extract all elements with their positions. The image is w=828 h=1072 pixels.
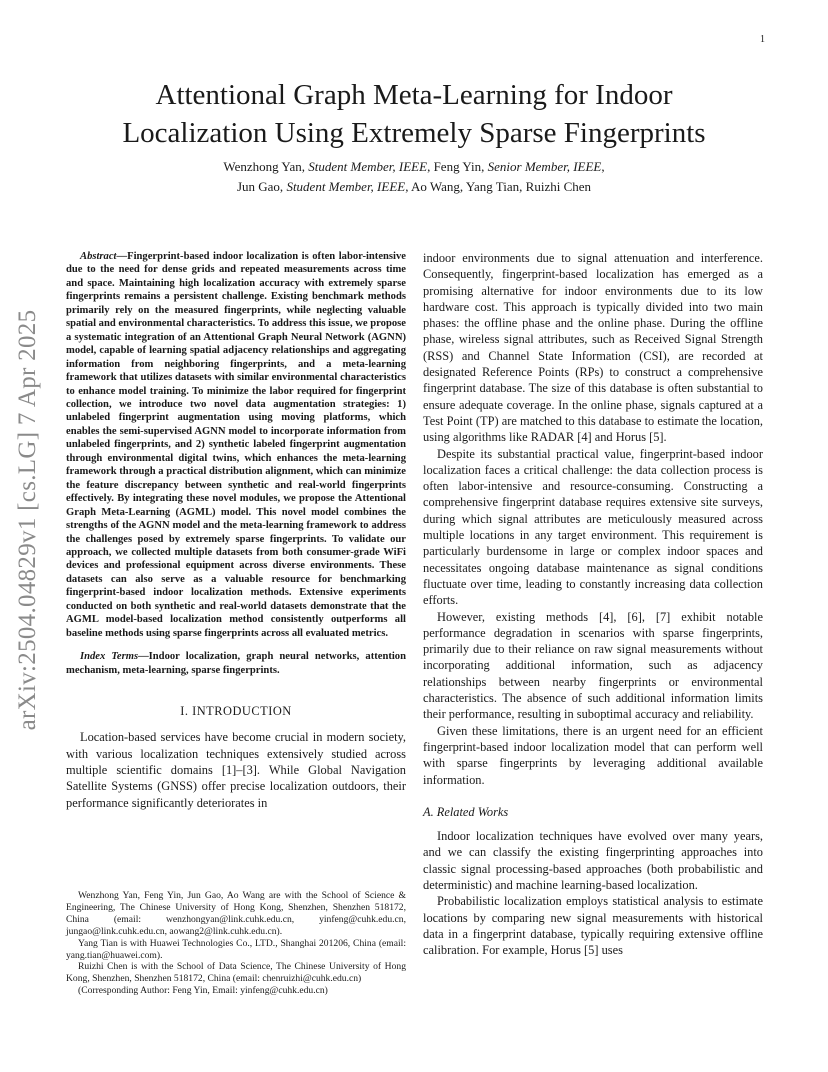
footnote-affiliation-3: Ruizhi Chen is with the School of Data Science, The Chinese University of Hong Kong, Shenzhen, Shenzhen 518172, China (email: chenruizhi@cuhk.edu.cn) xyxy=(66,961,406,985)
title-line-1: Attentional Graph Meta-Learning for Indoor xyxy=(155,79,673,111)
body-paragraph: Despite its substantial practical value, fingerprint-based indoor localization faces a critical challenge: the data collection process is often labor-intensive and resource-consuming. Constructing a comprehensive fingerprint database requires extensive site surveys, during which signal attributes are meticulously measured across multiple locations in any target environment. This requirement is particularly burdensome in large or complex indoor spaces and necessitates ongoing database maintenance as signal conditions fluctuate over time, leading to constantly increasing data collection efforts. xyxy=(423,446,763,608)
author-name: , Feng Yin, xyxy=(427,159,488,174)
author-role: Student Member, IEEE xyxy=(308,159,428,174)
author-role: Student Member, IEEE xyxy=(286,179,406,194)
body-paragraph: However, existing methods [4], [6], [7] exhibit notable performance degradation in scenarios with sparse fingerprints, primarily due to their reliance on raw signal measurements without incorporating additional information, such as adjacency relationships between nearby fingerprints or environmental characteristics. The absence of such additional information limits their performance, resulting in suboptimal accuracy and reliability. xyxy=(423,609,763,722)
arxiv-stamp xyxy=(8,290,48,750)
abstract xyxy=(66,250,406,640)
index-terms xyxy=(66,650,406,677)
page-number: 1 xyxy=(760,34,765,45)
footnote-affiliation-1: Wenzhong Yan, Feng Yin, Jun Gao, Ao Wang are with the School of Science & Engineering, The Chinese University of Hong Kong, Shenzhen, Shenzhen 518172, China (email: wenzhongyan@link.cuhk.edu.cn, yinfeng@cuhk.edu.cn, jungao@link.cuhk.edu.cn, aowang2@link.cuhk.edu.cn). xyxy=(66,890,406,937)
paper-title xyxy=(60,76,768,152)
subsection-heading-related-works: A. Related Works xyxy=(423,804,509,819)
author-names: , Ao Wang, Yang Tian, Ruizhi Chen xyxy=(405,179,592,194)
body-paragraph: Probabilistic localization employs statistical analysis to estimate locations by comparing new signal measurements with historical data in a fingerprint database, typically requiring extensive offline calibration. For example, Horus [5] uses xyxy=(423,894,763,958)
footnote-corresponding-author: (Corresponding Author: Feng Yin, Email: yinfeng@cuhk.edu.cn) xyxy=(78,985,328,997)
abstract-label: Abstract xyxy=(80,251,117,262)
footnotes xyxy=(66,890,406,997)
body-paragraph: Indoor localization techniques have evolved over many years, and we can classify the existing fingerprinting approaches into classic signal processing-based approaches (both probabilistic and deterministic) and machine learning-based localization. xyxy=(423,829,763,892)
author-name: Wenzhong Yan, xyxy=(223,159,309,174)
body-paragraph: indoor environments due to signal attenuation and interference. Consequently, fingerprint-based localization has emerged as a promising alternative for indoor environments due to its low hardware cost. This approach is typically divided into two main phases: the offline phase and the online phase. During the offline phase, wireless signal attributes, such as Received Signal Strength (RSS) and Channel State Information (CSI), are recorded at designated Reference Points (RPs) to construct a comprehensive fingerprint database. The size of this database is often substantial to ensure adequate coverage. In the online phase, signals captured at a Test Point (TP) are matched to this database to estimate the location, using algorithms like RADAR [4] and Horus [5]. xyxy=(423,251,763,445)
index-terms-label: Index Terms xyxy=(80,651,139,663)
author-list xyxy=(60,157,768,197)
footnote-affiliation-2: Yang Tian is with Huawei Technologies Co., LTD., Shanghai 201206, China (email: yang.tian@huawei.com). xyxy=(66,937,406,961)
arxiv-identifier[interactable]: arXiv:2504.04829v1 [cs.LG] 7 Apr 2025 xyxy=(14,309,41,731)
author-name: Jun Gao, xyxy=(236,179,287,194)
abstract-text: —Fingerprint-based indoor localization is often labor-intensive due to the need for dense grids and repeated measurements across time and space. Maintaining high localization accuracy with extremely sparse fingerprints remains a persistent challenge. Existing benchmark methods primarily rely on the measured fingerprints, while neglecting valuable spatial and environmental characteristics. To address this issue, we propose a systematic integration of an Attentional Graph Neural Network (AGNN) model, capable of learning spatial adjacency relationships and aggregating information from neighboring fingerprints, and a meta-learning framework that utilizes datasets with similar environmental characteristics to enhance model training. To minimize the labor required for fingerprint collection, we introduce two novel data augmentation strategies: 1) unlabeled fingerprint augmentation using moving platforms, which enables the semi-supervised AGNN model to incorporate information from unlabeled fingerprints, and 2) synthetic labeled fingerprint augmentation through environmental digital twins, which enhances the meta-learning framework through a practical distribution alignment, which can minimize the feature discrepancy between synthetic and real-world fingerprints effectively. By integrating these novel modules, we propose the Attentional Graph Meta-Learning (AGML) model. This novel model combines the strengths of the AGNN model and the meta-learning framework to address the challenges posed by extremely sparse fingerprints. To validate our approach, we collected multiple datasets from both consumer-grade WiFi devices and professional equipment across diverse environments. These datasets can also serve as a valuable resource for benchmarking fingerprint-based indoor localization methods. Extensive experiments conducted on both synthetic and real-world datasets demonstrate that the AGML model-based localization method consistently outperforms all baseline methods using sparse fingerprints across all evaluated metrics. xyxy=(66,251,406,639)
right-column xyxy=(423,250,763,958)
left-column xyxy=(66,250,406,811)
section-heading-introduction: I. INTRODUCTION xyxy=(180,704,292,719)
author-separator: , xyxy=(601,159,605,174)
index-terms-text: —Indoor localization, graph neural networks, attention mechanism, meta-learning, sparse fingerprints. xyxy=(66,651,407,676)
intro-paragraph: Location-based services have become crucial in modern society, with various localization techniques extensively studied across multiple scientific domains [1]–[3]. While Global Navigation Satellite Systems (GNSS) offer precise localization outdoors, their performance significantly deteriorates in xyxy=(66,730,406,810)
title-line-2: Localization Using Extremely Sparse Fingerprints xyxy=(122,117,706,149)
body-paragraph: Given these limitations, there is an urgent need for an efficient fingerprint-based indoor localization model that can perform well with sparse fingerprints by leveraging additional available information. xyxy=(423,723,763,787)
author-role: Senior Member, IEEE xyxy=(487,159,602,174)
